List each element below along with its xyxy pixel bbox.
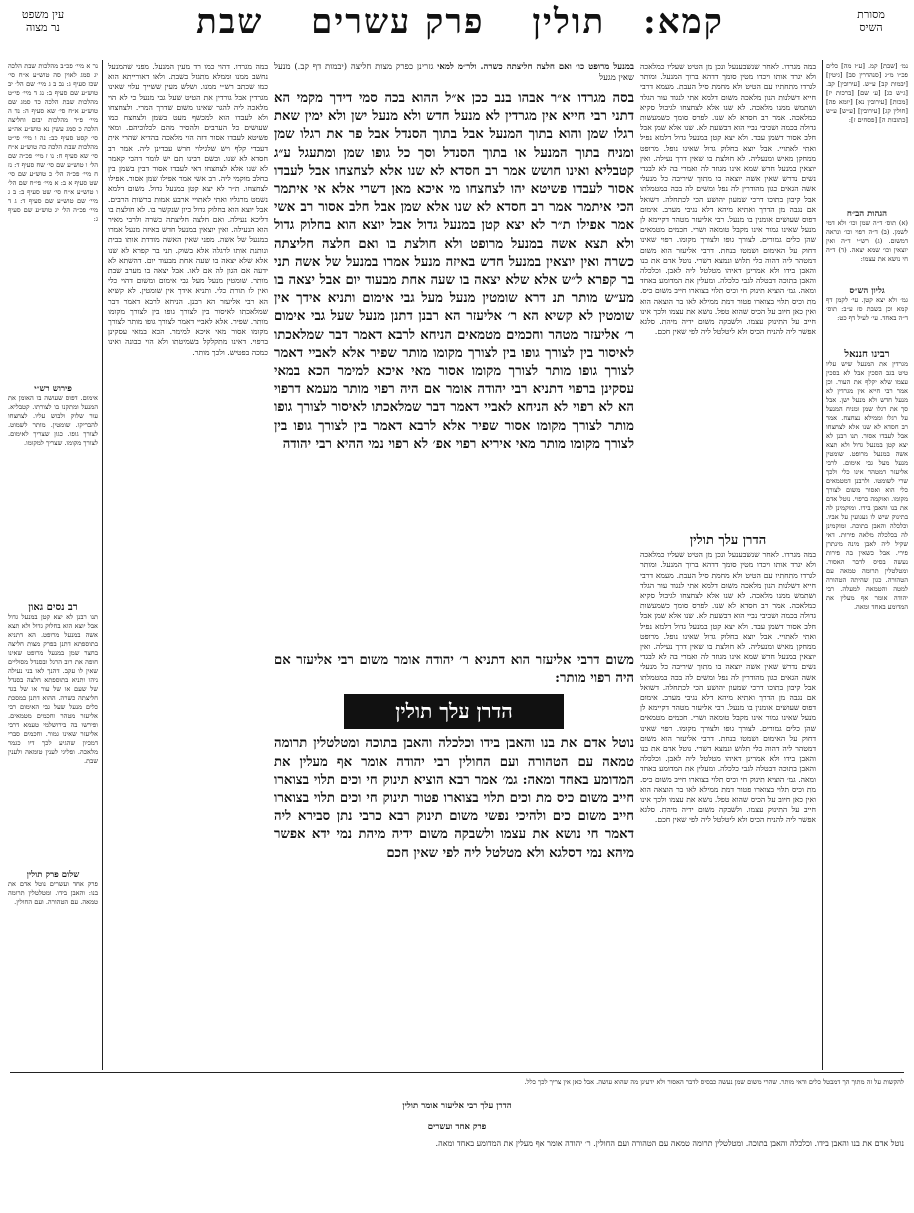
gemara-column xyxy=(274,62,634,1067)
rashi-hadran: הדרן עלך תולין xyxy=(689,533,767,548)
column-rule xyxy=(102,60,103,1070)
footnote-3: פרק אחד ועשרים xyxy=(427,1122,487,1132)
ein-mishpat-text: נר א מיי׳ פכ״ב מהלכות שבת הלכה יג סמג לאוין סה טוש״ע א״ח סי׳ שכז סעיף ג: נב ב ג מיי׳ שם הל׳ יב טוש״ע שם סעיף ב: נג ד מיי׳ פי״ט מהלכות שבת הלכה כד סמג שם טוש״ע א״ח סי׳ שא סעיף ה: נד ה מיי׳ פ״ד מהלכות יבום וחליצה הלכה כ סמג עשין נא טוש״ע אה״ע סי׳ קסט סעיף כב: נה ו מיי׳ פי״ט מהלכות שבת הלכה כה טוש״ע א״ח סי׳ שא סעיף ח: נו ז מיי׳ פכ״ה שם הל׳ ו טוש״ע שם סי׳ שח סעיף ד: נז ח מיי׳ פכ״ה הל׳ כ טוש״ע שם סי׳ שט סעיף א ב: א מיי׳ פי״ח שם הל׳ ו טוש״ע א״ח סי׳ שט סעיף ב: ב ג מיי׳ שם טוש״ע שם סעיף ד: ג ד מיי׳ פכ״ה הל׳ יג טוש״ע שם סעיף ג: xyxy=(8,62,98,223)
gemara-lower-text: נוטל אדם את בנו והאבן בידו וכלכלה והאבן בתוכה ומטלטלין תרומה טמאה עם הטהורה ועם החולין רבי יהודה אומר אף מעלין את המדומע באחד ומאה: גמ׳ אמר רבא הוציא תינוק חי וכים תלוי בצוארו חייב משום כיס מת וכים תלוי בצוארו פטור תינוק חי וכים תלוי בצוארו חייב משום כים ולהיכי נפשי משום תינוק רבא כרבי נתן סבירא ליה דאמר חי נושא את עצמו ולשבקה משום ידיה מיהת נמי ידא אפשר מיהא נמי דסלגא ולא מטלטל ליה לפי שאין חכם xyxy=(274,736,634,861)
title-tractate2: שבת xyxy=(196,2,264,42)
gemara-bridge-text: משום דרבי אליעזר הוא דתניא ר׳ יהודה אומר משום רבי אליעזר אם היה רפוי מותר: xyxy=(274,653,634,687)
gemara-intro xyxy=(274,62,634,84)
perush-heading: פירוש רש״י xyxy=(34,384,72,394)
bottom-left-heading: שלום פרק תולין xyxy=(26,870,80,880)
ein-mishpat-label-2: נר מצוה xyxy=(26,21,60,34)
footnote-1: להקשות על זה מתוך הך דמבטל כלים ודאי מותר. שהרי משום שמן נעשה כבסיס לדבר האסור ולא ידעינן מה שהוא עושה. אבל כאן אין צריך לכך כלל. xyxy=(524,1078,904,1086)
footnote-2: הדרן עלך רבי אליעזר אומר תולין xyxy=(402,1101,512,1111)
rashi-text: במה מגרדו. לאחר שנשבענעל ונכן מן הטיט שעליו כמלאכה ולא יגרד אותו ויכדו מטין סומך דדהא ברוך המנעל. ומותר לגרדו מתחתיו עם הטיט ולא מחמת סיל העבת. מעמא דרבי חייא דשלנות הנון מלאכה משום דלמא אתי לנגוד עור הגלד ושתמש ממנו מלאכה. לא שנו אלא לצחצחו לגיבול סקיא כמלאכה. אמר רב חסדא לא שנו. לפרס סומך כשמעשות גדולה בכמה ושכיבי נביי הוא דבשעת לא. שנו אלא שמן אבל חלב אסור דשמן עבד. ולא יצא קטן במנעל גדול דלמא נפיל ואתי לאתויי. אבל יוצא בחלוק גדול שאינו נופל. מרופט ממחקן מאיש ומנעליה. לא חולצת בו שאין דרך נעילה. ואין יוצאין במנעל חדש שמא אינו מגוזד לה ואמרי בה לא לבגדי נשים נדרש שאין אשה יוצאה בו מתוך שיריבה כל מנעלי אשה הגאים כגון מהודרין לה נפל ומשים לה בכה במטמלתו אבל קיבון בתוכו דרכי שמעון יהושע הכי לכתחלה. דשואל אם נגבה מן הדרך ואתיא מיהא דלא נגיבי מערב. אימום דפוס שעושים אומנין בו מנעל. רבי אליעזר מטהר דקיימא לן מנעל שאינו גמור אינו מקבל טומאה ושרי. חכמים מטמאים שהן כלים גמורים. לצורך גופו ולצורך מקומו. רפוי שאינו דחוק על האימום ושמטו בנחת. דרבי אליעזר הוא משום דמטהר ליה דהוה כלי תלוש ונמצא דשרי. נוטל אדם את בנו והאבן בידו ולא אמרינן דאיהו מטלטל ליה לאבן. וכלכלה והאבן בתוכה דבטלה לגבי כלכלה. ומעלין את המדומע באחד ומאה. גמ׳ הוציא תינוק חי וכיס תלוי בצוארו חייב משום כיס. מת וכיס תלוי בצוארו פטור דמת ממילא לאו בר הוצאה הוא ואין כאן חיוב על הכיס שהוא טפל. נושא את עצמו ולכך אינו חייב על התינוק עצמו. ולשבקה משום ידיה מיהת. סלגא אפשר ליה להניח הכיס ולא ליטלטל ליה לפי שאין חכם. xyxy=(640,62,816,337)
rav-nissim-heading: רב נסים גאון xyxy=(28,602,78,613)
bottom-left-text: פרק אחד ועשרים נוטל אדם את בנו: והאבן בידו. ומטלטלין תרומה טמאה. עם הטהורה. ועם החולין. xyxy=(8,880,98,906)
gilyon-heading: גליון הש״ס xyxy=(849,286,885,296)
rabenu-heading: רבינו חננאל xyxy=(844,349,890,360)
rashi-text-2: במה מגרדו. לאחר שנשבענעל ונכן מן הטיט שעליו כמלאכה ולא יגרד אותו ויכדו מטין סומך דדהא ברוך המנעל. ומותר לגרדו מתחתיו עם הטיט ולא מחמת סיל העבת. מעמא דרבי חייא דשלנות הנון מלאכה משום דלמא אתי לנגוד עור הגלד ושתמש ממנו מלאכה. לא שנו אלא לצחצחו לגיבול סקיא כמלאכה. אמר רב חסדא לא שנו. לפרס סומך כשמעשות גדולה בכמה ושכיבי נביי הוא דבשעת לא. שנו אלא שמן אבל חלב אסור דשמן עבד. ולא יצא קטן במנעל גדול דלמא נפיל ואתי לאתויי. אבל יוצא בחלוק גדול שאינו נופל. מרופט ממחקן מאיש ומנעליה. לא חולצת בו שאין דרך נעילה. ואין יוצאין במנעל חדש שמא אינו מגוזד לה ואמרי בה לא לבגדי נשים נדרש שאין אשה יוצאה בו מתוך שיריבה כל מנעלי אשה הגאים כגון מהודרין לה נפל ומשים לה בכה במטמלתו אבל קיבון בתוכו דרכי שמעון יהושע הכי לכתחלה. דשואל אם נגבה מן הדרך ואתיא מיהא דלא נגיבי מערב. אימום דפוס שעושים אומנין בו מנעל. רבי אליעזר מטהר דקיימא לן מנעל שאינו גמור אינו מקבל טומאה ושרי. חכמים מטמאים שהן כלים גמורים. לצורך גופו ולצורך מקומו. רפוי שאינו דחוק על האימום ושמטו בנחת. דרבי אליעזר הוא משום דמטהר ליה דהוה כלי תלוש ונמצא דשרי. נוטל אדם את בנו והאבן בידו ולא אמרינן דאיהו מטלטל ליה לאבן. וכלכלה והאבן בתוכה דבטלה לגבי כלכלה. ומעלין את המדומע באחד ומאה. גמ׳ הוציא תינוק חי וכיס תלוי בצוארו חייב משום כיס. מת וכיס תלוי בצוארו פטור דמת ממילא לאו בר הוצאה הוא ואין כאן חיוב על הכיס שהוא טפל. נושא את עצמו ולכך אינו חייב על התינוק עצמו. ולשבקה משום ידיה מיהת. סלגא אפשר ליה להניח הכיס ולא ליטלטל ליה לפי שאין חכם. xyxy=(640,550,816,825)
masoret-column xyxy=(826,62,908,1067)
gemara-intro-line: במנעל מרופט כו׳ ואם חלצה חליצתה כשרה. ולר״מ למאי xyxy=(437,62,634,72)
hagahot-text: (א) תוס׳ ד״ה שמן וכו׳ ולא דמי לשמן. (ב) ד״ה רפוי וכו׳ ונראה דמשום. (ג) רש״י ד״ה ואין יוצאין וכו׳ שמא יצאה. (ד) ד״ה חי נושא את עצמו: xyxy=(826,219,908,263)
tosafot-text: במה מגרדו. דהוי כמו רד מעין המנעל. מפני שהמנעל נחשב ממנו וממלא מתגזל בשבת. ולאו דאורייתא הוא כמו שכתב רש״י ממנו. ושלש מעין ששייך עלוי שאינו מגרדין אבל גורדין את הטיט שעל גבי מנעל כי לא הוי מלאכה ליה להגר שאינו משום שדרך המרי. ולצחצחו ולא לעבדו הוא למכשף מעט בשמן ולצחצח כמו שעושים כל הערבים ולהסיר מהם לכלוכיהם. ומאי פשיטא לעבדו אסור דזה הוי מלאכה בהדיא שהרי אית דעבדי קלף ויש שלגילוי חרש עבדינן ליה. אמר רב חסדא לא שנו. ובשם רבינו תם יש לומר דהכי קאמר לא שנו אלא לצחצחו דאי לעבדו אסור דבין בשמן בין בחלב מוקמי ליה. רב אשי אמר אפילו שמן אסור. אפילו לצחצחו. ת״ר לא יצא קטן במנעל גדול. משום דלמא נשמט מרגליו ואתי לאתויי ארבע אמות ברשות הרבים. אבל יוצא הוא בחלוק גדול כיון שנקשר בו. לא חולצת בו דליכא נעילה. ואם חלצה חליצתה כשרה ולרבי מאיר הוא הנעילה. ואין יוצאין במנעל חדש באיזה מנעל אמרו במנעל של אשה. מפני שאין האשה מודדת אותו בבית ונותנת אותו לרגלה אלא בשוק. תני בר קפרא לא שנו אלא שלא יצאה בו שעה אחת מבעוד יום. דהשתא לא ידעה אם הגון לה אם לאו. אבל יצאה בו מערב שבת מותר. שומטין מנעל מעל גבי אימום ומשום דהוי כלי ואין לו תורת כלי. ותניא אידך אין שומטין. לא קשיא הא רבי אליעזר הא רבנן. הניחא לרבא דאמר דבר שמלאכתו לאיסור בין לצורך גופו בין לצורך מקומו מותר. שפיר. אלא לאביי דאמר לצורך גופו מותר לצורך מקומו אסור מאי איכא למימר. הכא במאי עסקינן ברפוי. דאינו מתקלקל בשמיטתו ולא הוי כבונה ואינו כמכה בפטיש. ולכך מותר. xyxy=(108,62,268,357)
hagahot-heading: הגהות הב״ח xyxy=(846,209,888,219)
masoret-label-2: השיס xyxy=(859,21,883,34)
ein-mishpat-label xyxy=(8,8,78,34)
column-rule xyxy=(822,60,823,1070)
title-chapter: פרק עשרים xyxy=(311,2,485,42)
rabenu-text: מגרדין את המנעל שיש עליו טיט בגב הסכין אבל לא בסכין עצמו שלא יקלף את העור. וכן אמר רבי חייא אין מגרדין לא מנעל חדש ולא מנעל ישן. אבל סך את רגלו שמן ומניח המנעל על רגלו וממילא נצחצח. אמר רב חסדא לא שנו אלא לצחצחו אבל לעבדו אסור. תנו רבנן לא יצא קטן במנעל גדול ולא תצא אשה במנעל מרופט. שומטין מנעל מעל גבי אימום. לרבי אליעזר דמטהר אינו כלי ולכך שרי לשומטו. ולרבנן דמטמאים כלי הוא ואסור משום לצורך מקומו. ואוקמה ברפוי. נוטל אדם את בנו והאבן בידו. ומוקמינן לה בתינוק שיש לו געגועין על אביו. וכלכלה והאבן בתוכה. ומוקמינן לה בכלכלה מלאה פירות. דאי שקיל ליה לאבן מינה מינתרן פירי. אבל כשאין בה פירות נעשה בסיס לדבר האסור. ומטלטלין תרומה טמאה עם הטהורה. כגון שהיתה הטהורה למטה והטמאה למעלה. רבי יהודה אומר אף מעלין את המדומע באחד ומאה. xyxy=(826,360,908,611)
perush-text: אימום. דפוס שעושה בו האומן את המנעל ומתקנו בו לצורתו. קטבליא. עור שלוק ולבוש עליו. לצחצחו להבריקו. שומטין. מותר לשמוט. לצורך גופו. כגון שצריך לאימום. לצורך מקומו. שצריך למקומו. xyxy=(8,394,98,447)
gemara-intro-line-2: גזרינן כפרק מצות חליצה (יבמות דף קב.) מנעל שאין מגעל xyxy=(274,62,634,83)
ein-mishpat-label-1: עין משפט xyxy=(21,8,65,21)
hadran-banner: הדרן עלך תולין xyxy=(344,694,564,729)
title-tractate: תולין xyxy=(532,2,606,42)
masoret-text: נמ׳ [שבת] קמ. [ע״ז מה] כלים פכ״ו מ״ג [סנהדרין סב] [גיטין] [יבמות קב] ע״ש. [עירובין] קב. [ג״ש כג] [ע׳ שם] [ברכות יז] [מכות] [עירובין נא] [יומא פה] [חולין קג] [עירובין] [ע״ש] ע״ש [כתובות ה] [פסחים ז]: xyxy=(826,62,908,124)
footnote-4: נוטל אדם את בנו והאבן בידו. וכלכלה והאבן בתוכה. ומטלטלין תרומה טמאה עם הטהורה ועם החולין. ר׳ יהודה אומר אף מעלין את המדומע באחד ומאה. xyxy=(435,1139,904,1148)
masoret-label-1: מסורת xyxy=(857,8,885,21)
tosafot-column xyxy=(108,62,268,1067)
page-rule xyxy=(10,1072,904,1073)
rashi-column xyxy=(640,62,816,1067)
page-title xyxy=(150,2,770,48)
gilyon-text: גמ׳ ולא יצא קטן. עי׳ לקמן דף קמא וכן בשבת סז ע״ב: תוס׳ ד״ה באחד. עי׳ לעיל דף כט: xyxy=(826,296,908,322)
rav-nissim-text: תנו רבנן לא יצא קטן במנעל גדול אבל יוצא הוא בחלוק גדול ולא תצא אשה במנעל מרופט. הא דתניא בתוספתא דתנן בפרק מצות חליצה בחצר שמן במנעל מרופט שאינו חופה את רוב הרגל ובסנדל מסוליים שאין לו עקב. דהנך לאו בני נעילה ניהו ותניא בתוספתא חלצה בסנדל של שעם או של עור או של בגד חליצתה כשרה. ההוא דתנן במסכת כלים מנעל שעל גבי האימום רבי אליעזר מטהר וחכמים מטמאים. ופירשו בה בירושלמי טעמא דרבי אליעזר שאינו גמור. וחכמים סברי דמכיון שהגיע לכך דיו כגמר מלאכה. ופליגי לענין טומאה ולענין שבת. xyxy=(8,613,98,765)
masoret-label xyxy=(836,8,906,34)
gemara-upper-text: בסה מגרדו א״ר אבהו בנב ככן א״ל ההוא בכה סמי דידך מקמי הא דתני רבי חייא אין מגרדין לא מנעל חדש ולא מנעל ישן ולא ימין שאת רגלו שמן והוא בתוך המנעל אבל בתוך הסנדל אבל פר את רגלו שמן ומניח בתוך המנעל או בתוך הסנדל וסך כל גופו שמן ומתעגל ע״ג קטבליא ואינו חושש אמר רב חסדא לא שנו אלא לצחצחו אבל לעבדו אסור לעבדו פשיטא יהו לצחצחו מי איכא מאן דשרי אלא אי איתמר הכי איתמר אמר רב חסדא לא שנו אלא שמן אבל חלב אסור רב אשי אמר אפילו ת״ר לא יצא קטן במנעל גדול אבל יוצא הוא בחלוק גדול ולא תצא אשה במנעל מרופט ולא חולצת בו ואם חלצה חליצתה כשרה ואין יוצאין במנעל חדש באיזה מנעל אמרו במנעל של אשה תני בר קפרא ל״ש אלא שלא יצאה בו שעה אחת מבעוד יום אבל יצאה בו מע״ש מותר תנ דרא שומטין מנעל מעל גבי אימום ותניא אידך אין שומטין לא קשיא הא ר׳ אליעזר הא רבנן דתנן מנעל שעל גבי אימום ר׳ אליעזר מטהר וחכמים מטמאים הניחא לרבא דאמר דבר שמלאכתו לאיסור בין לצורך גופו בין לצורך מקומו מותר שפיר אלא לאביי דאמר לצורך גופו מותר לצורך מקומו אסור מאי איכא למימר הכא במאי עסקינן ברפוי דתניא רבי יהודה אומר אם היה רפוי מותר מעמא דרפוי הא לא רפוי לא הניחא לאביי דאמר דבר שמלאכתו לאיסור לצורך גופו מותר לצורך מקומו אסור שפיר אלא לרבא דאמר בין לצורך גופו בין לצורך מקומו מותר מאי איריא רפוי אפ׳ לא רפוי נמי ההיא רבי יהודה xyxy=(274,91,634,452)
title-page: קמא: xyxy=(643,2,724,42)
bottom-footnotes xyxy=(10,1078,904,1206)
ein-mishpat-column xyxy=(8,62,98,1067)
